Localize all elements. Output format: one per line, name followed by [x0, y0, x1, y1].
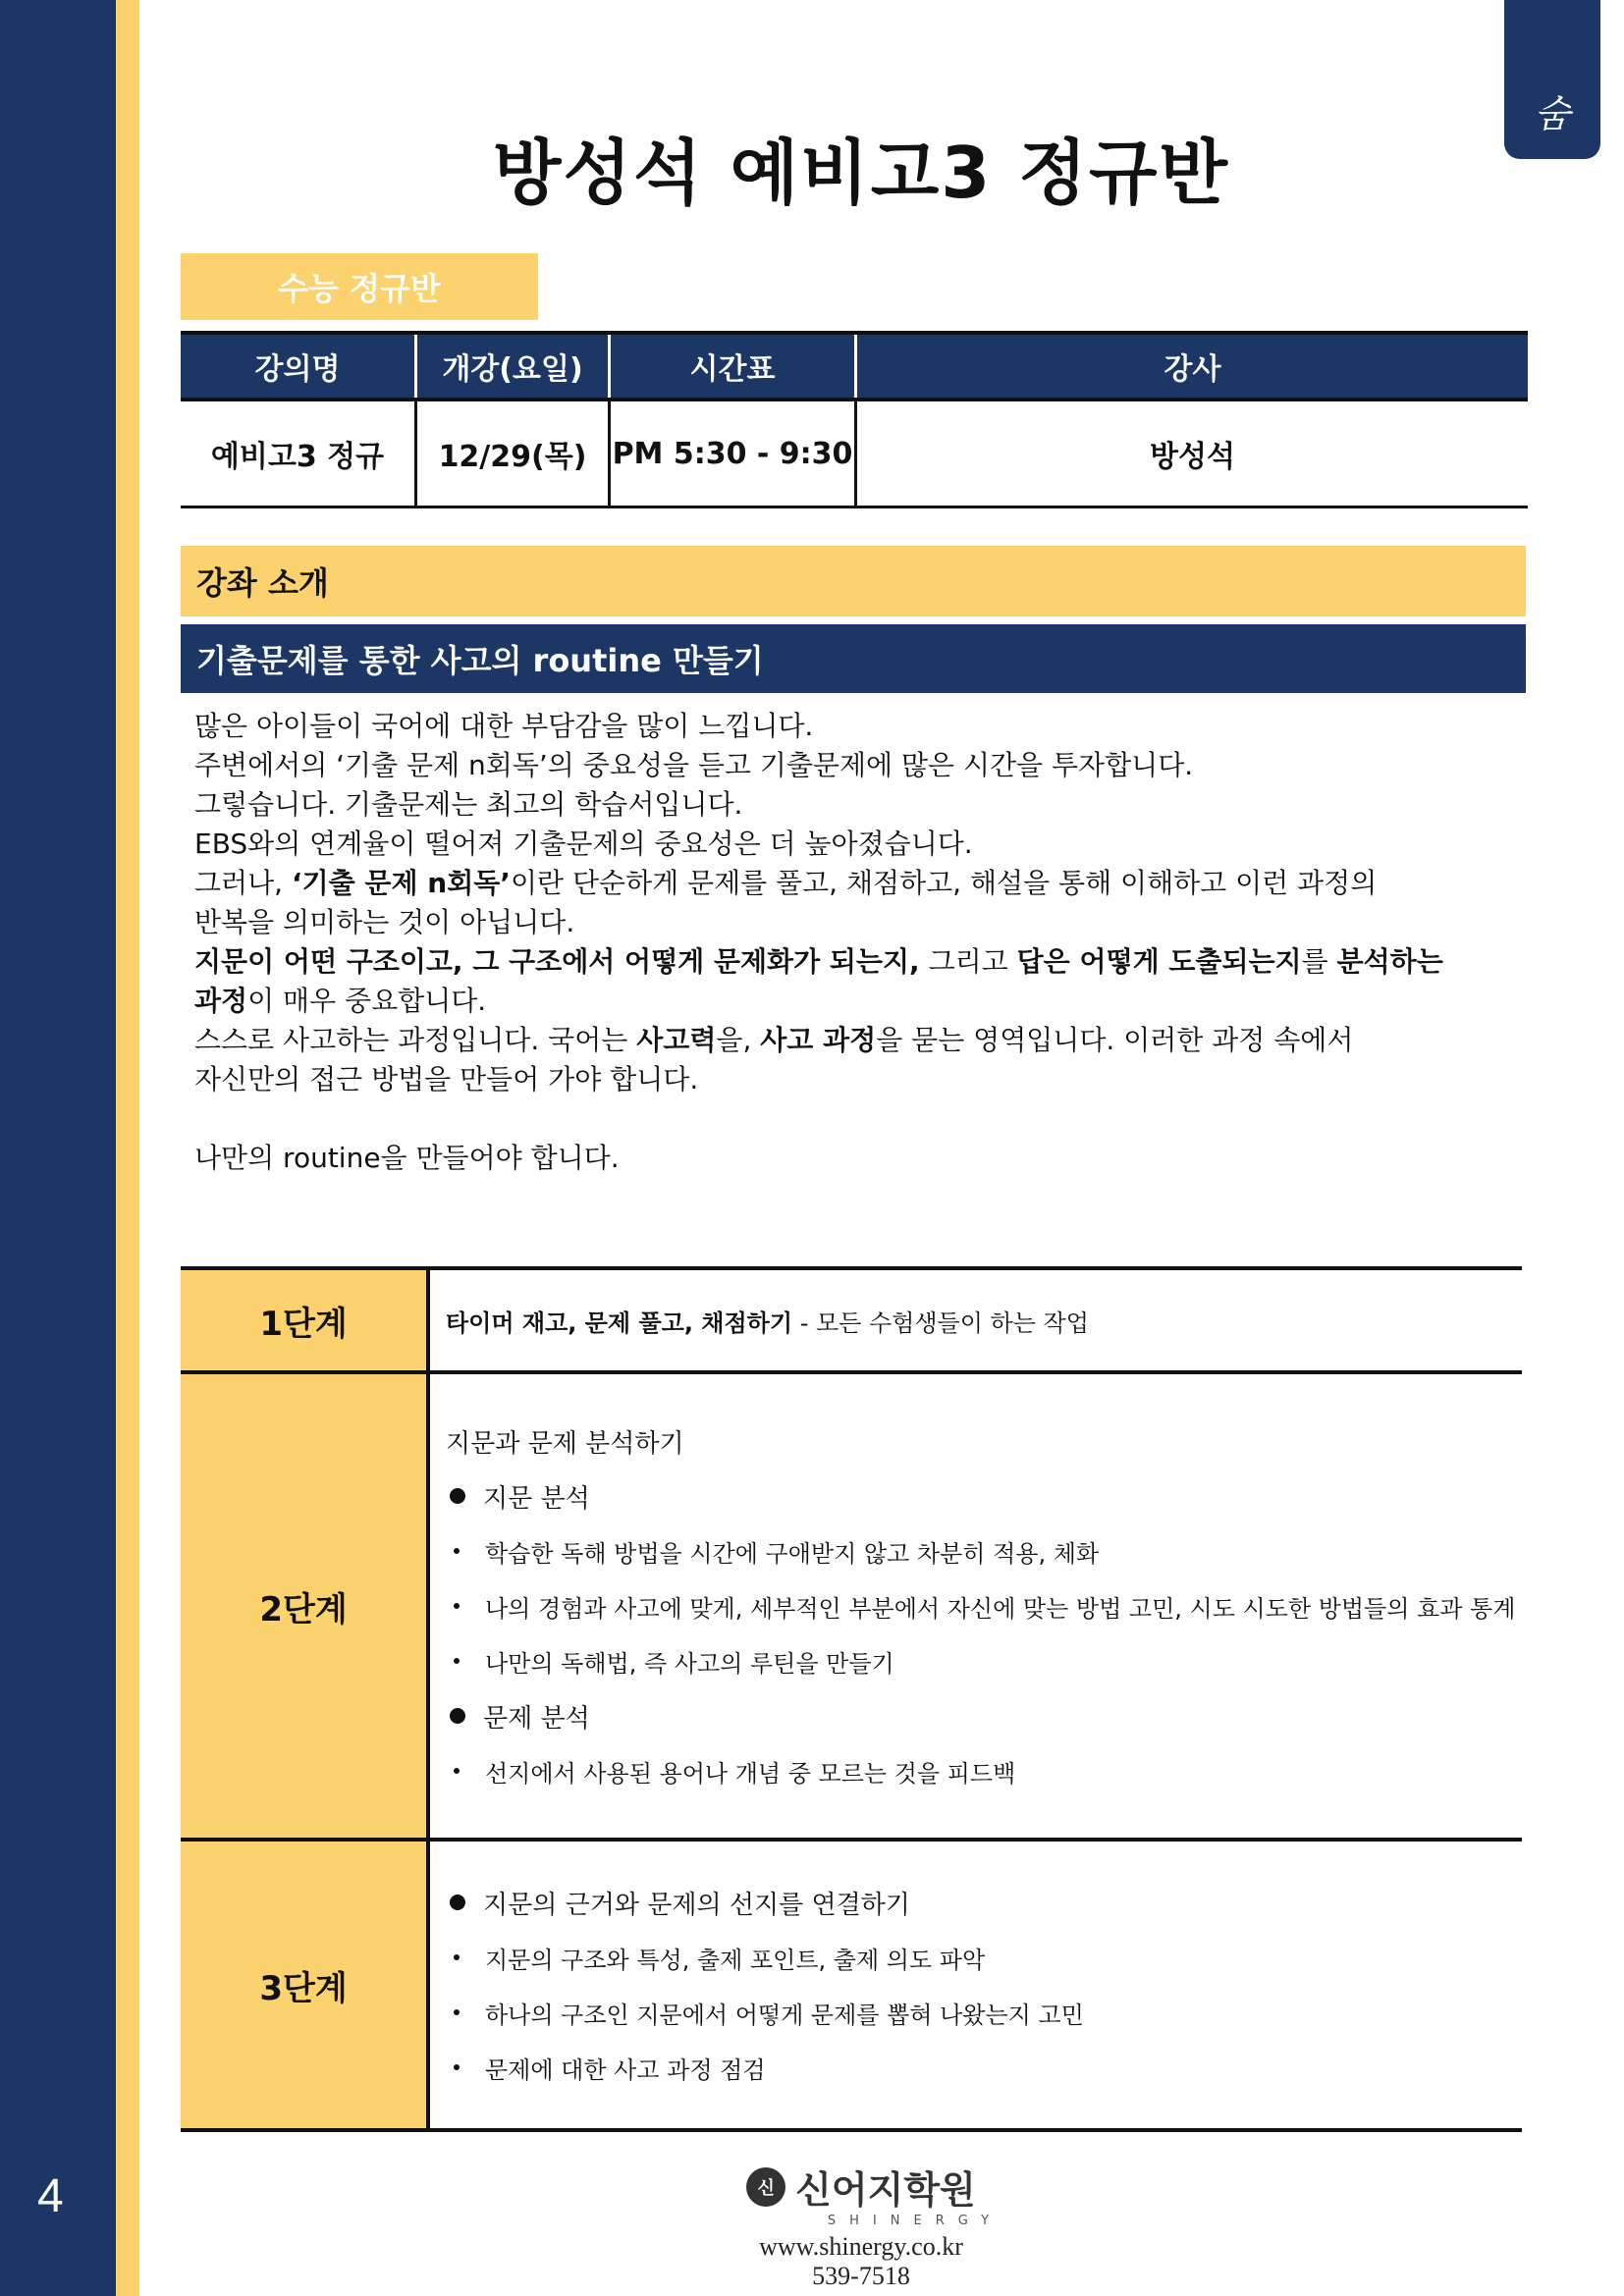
bullet-dot-icon [450, 1488, 465, 1504]
step-1-body [428, 1268, 1522, 1372]
list-item [446, 1743, 1521, 1798]
logo-name: 신어지학원 [795, 2168, 976, 2212]
course-table [181, 331, 1528, 508]
left-navy-bar [0, 0, 116, 2296]
bold-span: 분석하는 [1336, 945, 1443, 978]
list-item [446, 1578, 1521, 1633]
list-item-text: 나의 경험과 사고에 맞게, 세부적인 부분에서 자신에 맞는 방법 고민, 시도 시도한 방법들의 효과 통계 [485, 1594, 1516, 1623]
logo-mark-icon: 신 [746, 2167, 785, 2207]
cell-schedule: PM 5:30 - 9:30 [610, 400, 856, 507]
bold-span: 답은 어떻게 도출되는지 [1016, 945, 1302, 978]
cell-start-date: 12/29(목) [416, 400, 610, 507]
course-table-row [181, 400, 1528, 507]
cell-course-name: 예비고3 정규 [181, 400, 416, 507]
intro-line: 반복을 의미하는 것이 아닙니다. [194, 906, 575, 938]
header-start-date: 개강(요일) [416, 333, 610, 400]
step-2-label: 2단계 [181, 1372, 428, 1840]
intro-line: 자신만의 접근 방법을 만들어 가야 합니다. [194, 1063, 699, 1095]
steps-table [181, 1266, 1522, 2132]
list-item [446, 1985, 1521, 2040]
step-3-group-1 [446, 1875, 1521, 1930]
group-label: 문제 분석 [483, 1703, 590, 1734]
bold-span: 과정 [194, 985, 248, 1017]
intro-line [194, 982, 1540, 1021]
intro-text [194, 707, 1540, 1178]
intro-line [194, 1021, 1540, 1060]
text-span: 이 매우 중요합니다. [247, 985, 487, 1017]
footer-logo [139, 2160, 1583, 2214]
step-1-main: 타이머 재고, 문제 풀고, 채점하기 [446, 1308, 793, 1337]
header-course-name: 강의명 [181, 333, 416, 400]
list-item-text: 선지에서 사용된 용어나 개념 중 모르는 것을 피드백 [485, 1759, 1016, 1788]
intro-line: 주변에서의 ‘기출 문제 n회독’의 중요성을 듣고 기출문제에 많은 시간을 투자합니다. [194, 749, 1194, 781]
list-item-text: 문제에 대한 사고 과정 점검 [485, 2056, 766, 2084]
bullet-dot-icon [450, 1895, 465, 1910]
intro-line: 많은 아이들이 국어에 대한 부담감을 많이 느낍니다. [194, 710, 814, 742]
bold-span: 사고력 [636, 1024, 717, 1056]
step-2-group-2 [446, 1688, 1521, 1743]
intro-line: EBS와의 연계율이 떨어져 기출문제의 중요성은 더 높아졌습니다. [194, 828, 973, 860]
list-item [446, 1930, 1521, 1985]
corner-logo-mark: 숨 [1534, 92, 1571, 135]
list-item-text: 지문의 구조와 특성, 출제 포인트, 출제 의도 파악 [485, 1946, 986, 1974]
intro-line [194, 942, 1540, 982]
page-number: 4 [37, 2170, 64, 2222]
text-span: 그러나, [194, 867, 292, 899]
bullet-small-icon [454, 2009, 460, 2015]
bold-span: ‘기출 문제 n회독’ [291, 867, 511, 899]
step-3-label: 3단계 [181, 1840, 428, 2130]
step-3-body [428, 1840, 1522, 2130]
list-item [446, 2040, 1521, 2095]
step-2-group-1 [446, 1468, 1521, 1523]
bullet-dot-icon [450, 1708, 465, 1724]
bullet-small-icon [454, 1954, 460, 1960]
bullet-small-icon [454, 1658, 460, 1664]
list-item [446, 1523, 1521, 1578]
bullet-small-icon [454, 2064, 460, 2070]
list-item [446, 1633, 1521, 1688]
intro-line [194, 864, 1540, 903]
step-row-2 [181, 1372, 1522, 1840]
text-span: 을 묻는 영역입니다. 이러한 과정 속에서 [876, 1024, 1354, 1056]
left-yellow-bar [116, 0, 139, 2296]
text-span: 이란 단순하게 문제를 풀고, 채점하고, 해설을 통해 이해하고 이런 과정의 [510, 867, 1378, 899]
bullet-small-icon [454, 1603, 460, 1609]
text-span: 그리고 [919, 945, 1017, 978]
list-item-text: 나만의 독해법, 즉 사고의 루틴을 만들기 [485, 1649, 894, 1678]
header-schedule: 시간표 [610, 333, 856, 400]
footer-url[interactable]: www.shinergy.co.kr [759, 2232, 963, 2261]
bullet-small-icon [454, 1548, 460, 1554]
footer [139, 2160, 1583, 2291]
step-row-3 [181, 1840, 1522, 2130]
step-1-label: 1단계 [181, 1268, 428, 1372]
page-title: 방성석 예비고3 정규반 [492, 132, 1230, 214]
text-span: 을, [716, 1024, 761, 1056]
group-label: 지문 분석 [483, 1483, 590, 1514]
text-span: 스스로 사고하는 과정입니다. 국어는 [194, 1024, 637, 1056]
section-subtitle: 기출문제를 통한 사고의 routine 만들기 [181, 624, 1526, 693]
bullet-small-icon [454, 1768, 460, 1774]
course-tag: 수능 정규반 [181, 253, 538, 320]
step-row-1 [181, 1268, 1522, 1372]
header-instructor: 강사 [856, 333, 1529, 400]
footer-phone: 539-7518 [812, 2262, 910, 2290]
course-table-header [181, 333, 1528, 400]
step-2-heading: 지문과 문제 분석하기 [446, 1428, 684, 1459]
list-item-text: 학습한 독해 방법을 시간에 구애받지 않고 차분히 적용, 체화 [485, 1539, 1100, 1568]
intro-line: 그렇습니다. 기출문제는 최고의 학습서입니다. [194, 788, 743, 821]
cell-instructor: 방성석 [856, 400, 1529, 507]
bold-span: 지문이 어떤 구조이고, 그 구조에서 어떻게 문제화가 되는지, [194, 945, 920, 978]
logo-subtitle: SHINERGY [827, 2214, 1003, 2228]
section-intro-title: 강좌 소개 [181, 546, 1526, 616]
group-label: 지문의 근거와 문제의 선지를 연결하기 [483, 1890, 910, 1920]
list-item-text: 하나의 구조인 지문에서 어떻게 문제를 뽑혀 나왔는지 고민 [485, 2001, 1084, 2029]
step-2-body [428, 1372, 1522, 1840]
intro-line: 나만의 routine을 만들어야 합니다. [194, 1142, 620, 1174]
text-span: 를 [1301, 945, 1337, 978]
step-1-note: - 모든 수험생들이 하는 작업 [792, 1308, 1089, 1337]
bold-span: 사고 과정 [760, 1024, 877, 1056]
